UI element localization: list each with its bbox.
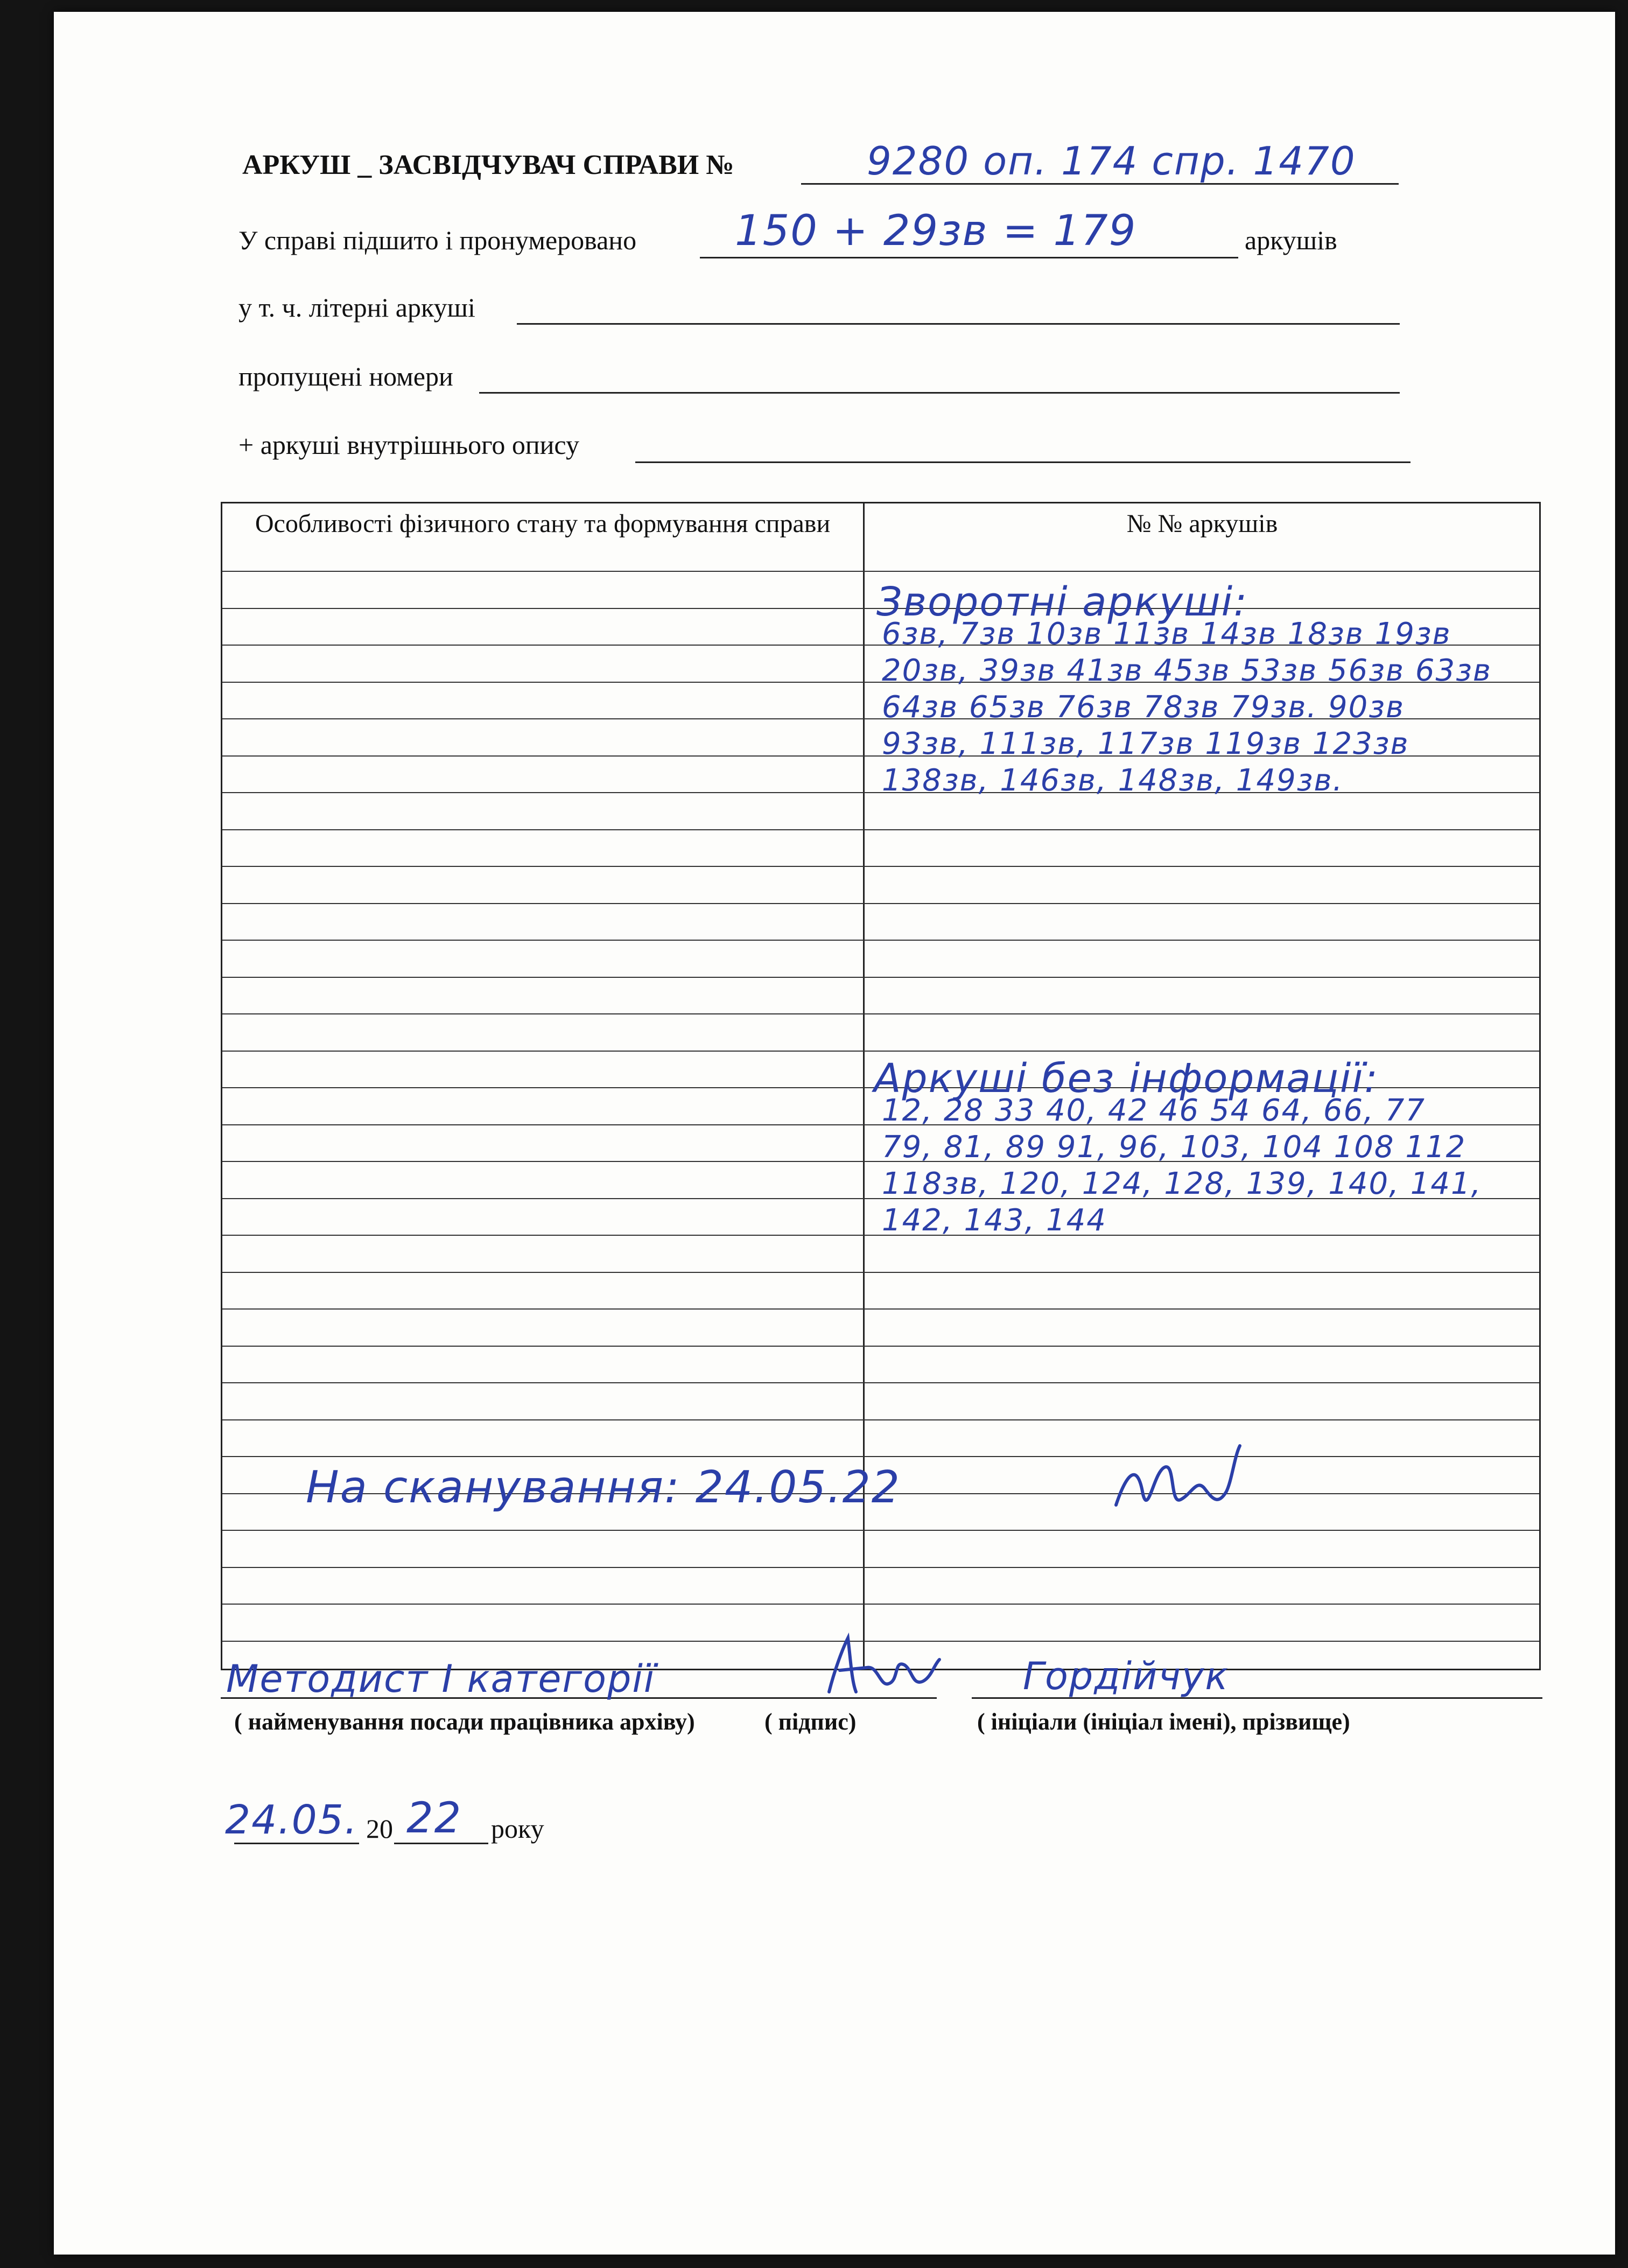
table-row-line <box>222 1235 1539 1236</box>
table-row-line <box>222 1013 1539 1014</box>
numbered-value-handwritten: 150 + 29зв = 179 <box>735 207 1137 255</box>
handwritten-line: 138зв, 146зв, 148зв, 149зв. <box>882 763 1344 798</box>
letter-sheets-underline <box>517 323 1400 325</box>
skipped-numbers-underline <box>479 392 1400 394</box>
table-row-line <box>222 1419 1539 1420</box>
internal-inventory-label: + аркуші внутрішнього опису <box>238 430 579 460</box>
scan-note-signature <box>1111 1440 1251 1527</box>
table-row-line <box>222 1308 1539 1310</box>
handwritten-line: 142, 143, 144 <box>882 1203 1107 1238</box>
handwritten-line: 64зв 65зв 76зв 78зв 79зв. 90зв <box>882 690 1405 725</box>
handwritten-line: 118зв, 120, 124, 128, 139, 140, 141, <box>882 1166 1482 1201</box>
table-row-line <box>222 977 1539 978</box>
table-header-sheet-numbers: № № аркушів <box>1126 509 1278 538</box>
date-year: 22 <box>406 1794 462 1843</box>
date-suffix: року <box>491 1814 544 1844</box>
name-caption: ( ініціали (ініціал імені), прізвище) <box>977 1709 1350 1735</box>
document-title: АРКУШ _ ЗАСВІДЧУВАЧ СПРАВИ № <box>242 150 734 180</box>
table-row-line <box>222 1051 1539 1052</box>
table-row-line <box>222 1456 1539 1457</box>
no-info-title: Аркуші без інформації: <box>874 1055 1379 1102</box>
table-row-line <box>222 903 1539 904</box>
table-row-line <box>222 866 1539 867</box>
internal-inventory-underline <box>635 461 1411 463</box>
handwritten-signature <box>818 1627 948 1703</box>
numbered-underline <box>700 257 1238 258</box>
date-day-month: 24.05. <box>225 1797 359 1843</box>
handwritten-line: 93зв, 111зв, 117зв 119зв 123зв <box>882 726 1409 761</box>
table-row-line <box>222 1567 1539 1568</box>
reverse-sheets-title: Зворотні аркуші: <box>876 579 1248 625</box>
table-row-line <box>222 571 1539 572</box>
table-row-line <box>222 1272 1539 1273</box>
case-number-handwritten: 9280 оп. 174 спр. 1470 <box>867 138 1356 184</box>
scan-note: На сканування: 24.05.22 <box>306 1462 901 1513</box>
date-year-underline <box>394 1843 488 1844</box>
handwritten-line: 79, 81, 89 91, 96, 103, 104 108 112 <box>882 1130 1466 1165</box>
date-century: 20 <box>366 1814 393 1844</box>
table-row-line <box>222 1530 1539 1531</box>
signature-caption: ( підпис) <box>764 1709 857 1735</box>
handwritten-line: 12, 28 33 40, 42 46 54 64, 66, 77 <box>882 1093 1426 1128</box>
document-page <box>54 12 1615 2255</box>
skipped-numbers-label: пропущені номери <box>238 361 453 391</box>
position-handwritten: Методист І категорії <box>226 1657 656 1701</box>
handwritten-line: 20зв, 39зв 41зв 45зв 53зв 56зв 63зв <box>882 653 1492 688</box>
table-row-line <box>222 829 1539 830</box>
table-row-line <box>222 1604 1539 1605</box>
handwritten-line: 6зв, 7зв 10зв 11зв 14зв 18зв 19зв <box>882 617 1451 652</box>
position-caption: ( найменування посади працівника архіву) <box>234 1709 695 1735</box>
table-row-line <box>222 940 1539 941</box>
table-header-condition: Особливості фізичного стану та формування справи <box>255 509 831 538</box>
name-handwritten: Гордійчук <box>1023 1654 1229 1698</box>
numbered-suffix: аркушів <box>1245 225 1337 255</box>
table-row-line <box>222 1346 1539 1347</box>
letter-sheets-label: у т. ч. літерні аркуші <box>238 292 475 323</box>
table-row-line <box>222 1382 1539 1383</box>
condition-table <box>221 502 1541 1670</box>
numbered-label: У справі підшито і пронумеровано <box>238 225 637 255</box>
